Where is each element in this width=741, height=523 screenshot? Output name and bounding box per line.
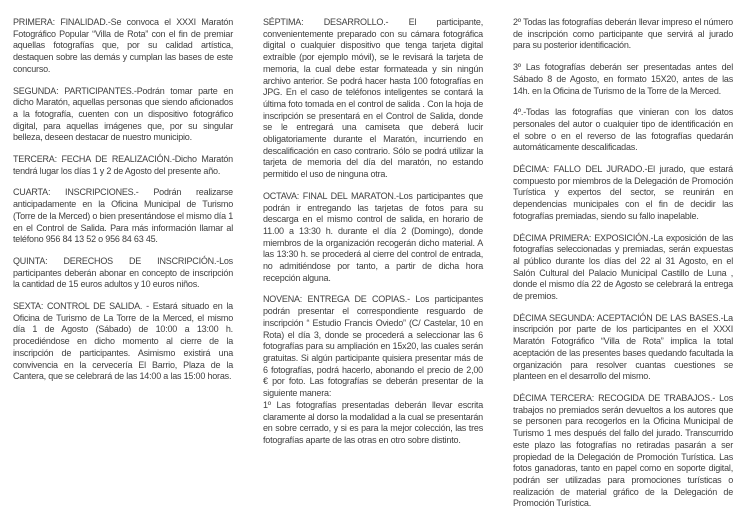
paragraph-decima-fallo-jurado: DÉCIMA: FALLO DEL JURADO.-El jurado, que estará compuesto por miembros de la Delegación de Promoción Turística y expertos del sector, se reunirán en dependencias municipales con el fin de decidir las fotografías premiadas, siendo su fallo inapelable.	[513, 164, 733, 221]
paragraph-decima-primera-exposicion: DÉCIMA PRIMERA: EXPOSICIÓN.-La exposición de las fotografías seleccionadas y premiadas, serán expuestas al público durante los días del 22 al 31 Agosto, en el Salón Cultural del Palacio Municipal Castillo de Luna , donde el mismo día 22 de Agosto se celebrará la entrega de premios.	[513, 232, 733, 302]
column-3	[513, 17, 733, 517]
paragraph-tercera-fecha: TERCERA: FECHA DE REALIZACIÓN.-Dicho Maratón tendrá lugar los días 1 y 2 de Agosto del presente año.	[13, 154, 233, 176]
column-1	[13, 17, 233, 517]
column-2	[263, 17, 483, 517]
paragraph-regla-2: 2º Todas las fotografías deberán llevar impreso el número de inscripción como participante que servirá al jurado para su posterior identificación.	[513, 17, 733, 51]
paragraph-decima-segunda-aceptacion: DÉCIMA SEGUNDA: ACEPTACIÓN DE LAS BASES.-La inscripción por parte de los participantes en el XXXI Maratón Fotográfico “Villa de Rota” implica la total aceptación de las presentes bases quedando facultada la organización para resolver cuantas cuestiones se planteen en el desarrollo del mismo.	[513, 312, 733, 382]
paragraph-quinta-derechos: QUINTA: DERECHOS DE INSCRIPCIÓN.-Los participantes deberán abonar en concepto de inscripción la cantidad de 15 euros adultos y 10 euros niños.	[13, 255, 233, 290]
paragraph-regla-3: 3º Las fotografías deberán ser presentadas antes del Sábado 8 de Agosto, en formato 15X20, antes de las 14h. en la Oficina de Turismo de la Torre de la Merced.	[513, 62, 733, 96]
paragraph-sexta-control-salida: SEXTA: CONTROL DE SALIDA. - Estará situado en la Oficina de Turismo de La Torre de la Merced, el mismo día 1 de Agosto (Sábado) de 10:00 a 13:00 h. procediéndose en dicho momento al cierre de la inscripción de participantes. Asimismo existirá una convivencia en la cervecería El Barrio, Plaza de la Cantera, que se celebrará de las 14:00 a las 15:00 horas.	[13, 301, 233, 382]
paragraph-segunda-participantes: SEGUNDA: PARTICIPANTES.-Podrán tomar parte en dicho Maratón, aquellas personas que siendo aficionados a la fotografía, cuenten con un dispositivo fotográfico digital, para aquellas imágenes que, por su singular belleza, deseen destacar de nuestro municipio.	[13, 85, 233, 143]
paragraph-regla-1: 1º Las fotografías presentadas deberán llevar escrita claramente al dorso la modalidad a la cual se presentarán en sobre cerrado, y si es para la mejor colección, las tres fotografías aparte de las otras en otro sobre distinto.	[263, 399, 483, 445]
paragraph-cuarta-inscripciones: CUARTA: INSCRIPCIONES.- Podrán realizarse anticipadamente en la Oficina Municipal de Turismo (Torre de la Merced) o bien presentándose el mismo día 1 en el Control de Salida. Para más información llamar al teléfono 956 84 13 52 o 956 84 63 45.	[13, 187, 233, 245]
paragraph-octava-final-maraton: OCTAVA: FINAL DEL MARATON.-Los participantes que podrán ir entregando las tarjetas de fotos para su descarga en el mismo control de salida, en horario de 11.00 a 13:30 h. durante el día 2 (Domingo), donde miembros de la organización recogerán dicho material. A las 13:30 h. se procederá al cierre del control de entrada, no admitiéndose por tanto, a partir de dicha hora recepción alguna.	[263, 190, 483, 283]
paragraph-novena-entrega-copias: NOVENA: ENTREGA DE COPIAS.- Los participantes podrán presentar el correspondiente resguardo de inscripción “ Estudio Francis Oviedo” (C/ Castelar, 10 en Rota) el día 3, donde se procederá a seleccionar las 6 fotografías para su ampliación en 15x20, las cuales serán gratuitas. Si algún participante quisiera presentar más de 6 fotografías, podrá hacerlo, abonando el precio de 2,00 € por foto. Las fotografías se deberán presentar de la siguiente manera:	[263, 294, 483, 399]
paragraph-primera-finalidad: PRIMERA: FINALIDAD.-Se convoca el XXXI Maratón Fotográfico Popular “Villa de Rota” con el fin de premiar aquellas fotografías que, por su calidad artística, destaquen sobre las demás y cumplan las bases de este concurso.	[13, 17, 233, 74]
paragraph-regla-4: 4º.-Todas las fotografías que vinieran con los datos personales del autor o cualquier tipo de identificación en el sobre o en el reverso de las fotografías quedarán automáticamente descalificadas.	[513, 107, 733, 153]
paragraph-septima-desarrollo: SÉPTIMA: DESARROLLO.- El participante, convenientemente preparado con su cámara fotográfica digital o cualquier dispositivo que tenga tarjeta digital extraíble (por ejemplo móvil), se le revisará la tarjeta de memoria, la cual debe estar formateada y sin ningún archivo anterior. Se podrá hacer hasta 100 fotografías en JPG. En el caso de teléfonos inteligentes se contará la última foto tomada en el control de salida . Con la hoja de inscripción se presentará en el Control de Salida, donde se le entregará una camiseta que deberá lucir obligatoriamente durante el Maratón, incurriendo en descalificación en caso contrario. Sólo se podrá utilizar la tarjeta de memoria del día del maratón, no estando permitido el uso de ninguna otra.	[263, 17, 483, 180]
paragraph-decima-tercera-recogida: DÉCIMA TERCERA: RECOGIDA DE TRABAJOS.- Los trabajos no premiados serán devueltos a los autores que se personen para recogerlos en la Oficina Municipal de Turismo 1 mes después del fallo del jurado. Transcurrido este plazo las fotografías no retiradas pasarán a ser propiedad de la Delegación de Promoción Turística. Las fotos ganadoras, tanto en papel como en soporte digital, podrán ser utilizadas para promociones turísticas o realización de material gráfico de la Delegación de Promoción Turística.	[513, 392, 733, 509]
